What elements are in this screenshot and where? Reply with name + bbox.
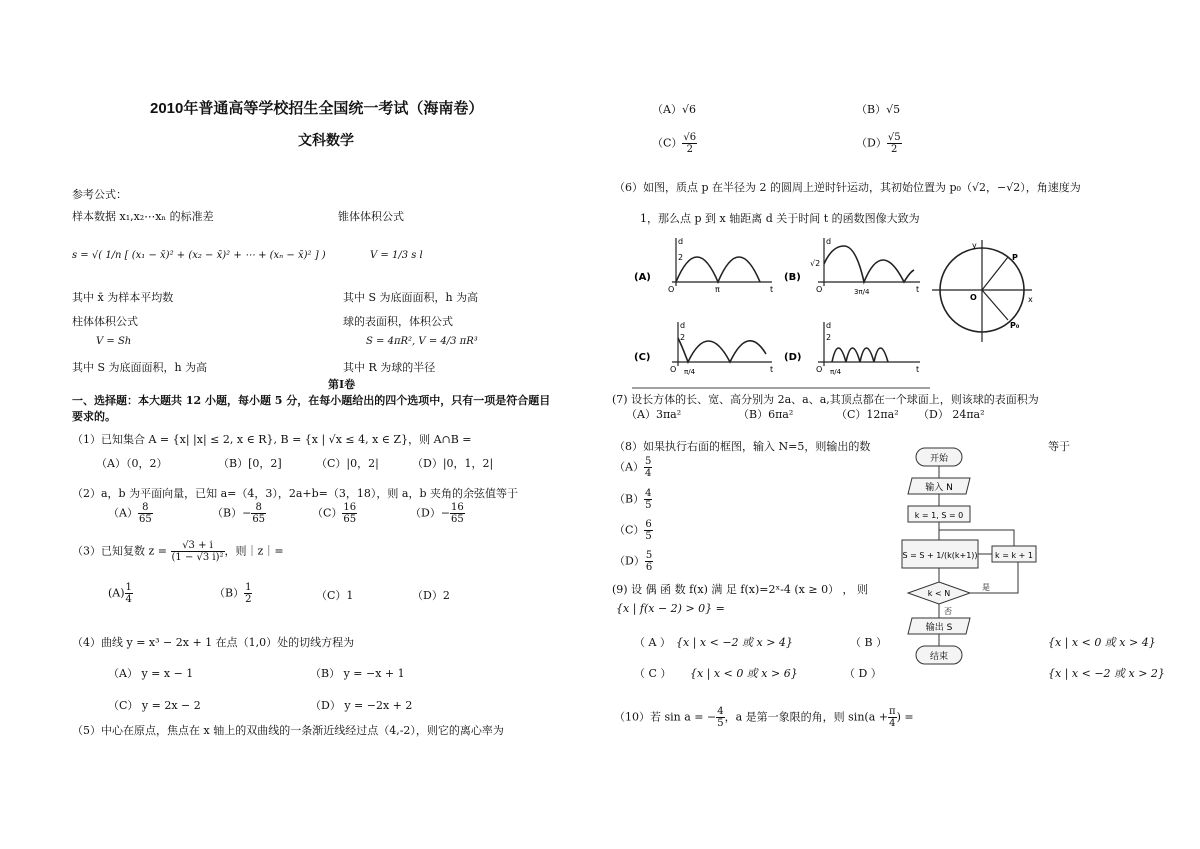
flow-inc: k = k + 1 [995, 551, 1033, 560]
svg-text:2: 2 [678, 253, 684, 262]
graph-circle [932, 240, 1033, 342]
q9-option-b-answer: {x | x < 0 或 x > 4} [1048, 636, 1156, 649]
q5-stem: （5）中心在原点，焦点在 x 轴上的双曲线的一条渐近线经过点（4,-2），则它的离心率为 [72, 724, 504, 737]
std-formula: s = √( 1/n [ (x₁ − x̄)² + (x₂ − x̄)² + ⋯ + (xₙ − x̄)² ] ) [72, 250, 326, 261]
cone-label: 锥体体积公式 [338, 210, 404, 223]
flow-assign: S = S + 1/(k(k+1)) [902, 551, 978, 560]
q4-option-b: （B） y = −x + 1 [310, 667, 405, 680]
svg-text:t: t [916, 285, 920, 294]
q6-graphs [632, 230, 1033, 390]
mean-note: 其中 x̄ 为样本平均数 [72, 291, 174, 304]
svg-text:O: O [670, 365, 677, 374]
q2-stem: （2）a，b 为平面向量，已知 a=（4，3），2a+b=（3，18），则 a，b 夹角的余弦值等于 [72, 487, 518, 500]
page-subtitle: 文科数学 [298, 132, 354, 148]
q5-option-a: （A）√6 [652, 103, 696, 116]
q2-option-b: （B）− $\frac{8}{65}$ [212, 502, 266, 525]
flow-yes: 是 [982, 583, 990, 592]
svg-text:(D): (D) [784, 352, 802, 363]
std-label: 样本数据 x₁,x₂⋯xₙ 的标准差 [72, 210, 214, 223]
part-title: 第Ⅰ卷 [328, 378, 356, 391]
q9-option-a: （ A ） [634, 636, 671, 649]
q10-stem: （10）若 sin a = − $\frac{4}{5}$ ，a 是第一象限的角，则 sin(a + $\frac{\pi}{4}$ ) = [614, 706, 914, 729]
sphere-formula: S = 4πR², V = 4/3 πR³ [366, 336, 478, 347]
q8-flowchart [898, 444, 1048, 674]
formula-heading: 参考公式： [72, 188, 127, 201]
q4-stem: （4）曲线 y = x³ − 2x + 1 在点（1,0）处的切线方程为 [72, 636, 355, 649]
svg-text:d: d [826, 237, 832, 246]
svg-text:t: t [770, 365, 774, 374]
q9-option-b: （ B ） [850, 636, 888, 649]
q3-option-d: （D）2 [412, 589, 450, 602]
svg-text:O: O [816, 365, 823, 374]
q7-option-b: （B）6πa² [738, 408, 794, 421]
q2-option-a: （A） $\frac{8}{65}$ [108, 502, 152, 525]
q7-option-d: （D） 24πa² [918, 408, 985, 421]
q5-option-b: （B）√5 [856, 103, 901, 116]
svg-text:π/4: π/4 [684, 368, 696, 376]
q9-stem: (9) 设 偶 函 数 f(x) 满 足 f(x)=2ˣ-4 (x ≥ 0） ， 则 [612, 583, 869, 596]
svg-text:x: x [1028, 295, 1033, 304]
svg-text:(B): (B) [784, 272, 801, 283]
graph-c [634, 321, 773, 376]
cone-note: 其中 S 为底面面积，h 为高 [343, 291, 479, 304]
svg-text:y: y [972, 241, 977, 250]
q3-stem: （3）已知复数 z = $\frac{√3 + i}{\text{(1 − √3 i)²}}$ ，则｜z｜= [72, 540, 284, 563]
graph-a [634, 237, 773, 294]
svg-text:d: d [678, 237, 684, 246]
svg-text:2: 2 [826, 333, 832, 342]
q7-stem: (7) 设长方体的长、宽、高分别为 2a、a、a,其顶点都在一个球面上，则该球的表面积为 [612, 393, 1039, 406]
q6-stem-cont: 1，那么点 p 到 x 轴距离 d 关于时间 t 的函数图像大致为 [640, 212, 920, 225]
q8-stem-end: 等于 [1048, 440, 1070, 453]
q7-option-c: （C）12πa² [836, 408, 899, 421]
q9-option-d: （ D ） [844, 667, 882, 680]
flow-input: 输入 N [925, 483, 953, 493]
svg-text:O: O [970, 293, 977, 302]
graph-d [784, 321, 920, 376]
svg-text:O: O [816, 285, 823, 294]
q7-option-a: （A）3πa² [626, 408, 682, 421]
flow-output: 输出 S [925, 623, 953, 633]
svg-text:π: π [715, 285, 720, 294]
svg-text:d: d [680, 321, 686, 330]
q1-option-c: （C）|0，2| [316, 457, 379, 470]
q8-option-b: （B） $\frac{4}{5}$ [614, 488, 652, 511]
q1-option-b: （B）[0，2] [218, 457, 282, 470]
sphere-note: 其中 R 为球的半径 [343, 361, 436, 374]
svg-text:P: P [1012, 253, 1018, 262]
flow-end: 结束 [929, 652, 949, 662]
cylinder-label: 柱体体积公式 [72, 315, 138, 328]
q4-option-c: （C） y = 2x − 2 [108, 699, 201, 712]
q4-option-d: （D） y = −2x + 2 [310, 699, 413, 712]
q9-option-d-answer: {x | x < −2 或 x > 2} [1048, 667, 1165, 680]
section-heading: 一、选择题：本大题共 12 小题，每小题 5 分，在每小题给出的四个选项中，只有一项是符合题目 [72, 394, 551, 407]
q9-option-a-answer: {x | x < −2 或 x > 4} [676, 636, 793, 649]
q6-stem: （6）如图，质点 p 在半径为 2 的圆周上逆时针运动，其初始位置为 p₀（√2，−√2），角速度为 [614, 181, 1081, 194]
cylinder-formula: V = Sh [96, 336, 132, 347]
q3-option-b: （B） $\frac{1}{2}$ [214, 582, 252, 605]
q5-option-c: （C） $\frac{√6}{2}$ [652, 132, 697, 155]
q9-option-c-answer: {x | x < 0 或 x > 6} [690, 667, 798, 680]
q9-option-c: （ C ） [634, 667, 672, 680]
cone-formula: V = 1/3 s l [370, 250, 423, 261]
flow-start: 开始 [929, 454, 949, 464]
section-heading-cont: 要求的。 [72, 410, 116, 423]
flow-cond: k < N [927, 589, 951, 598]
flow-init: k = 1, S = 0 [914, 511, 964, 520]
sphere-label: 球的表面积，体积公式 [343, 315, 453, 328]
svg-text:O: O [668, 285, 675, 294]
q5-option-d: （D） $\frac{√5}{2}$ [856, 132, 901, 155]
svg-text:(A): (A) [634, 272, 651, 283]
q1-stem: （1）已知集合 A = {x| |x| ≤ 2, x ∈ R}, B = {x | √x ≤ 4, x ∈ Z}，则 A∩B = [72, 433, 472, 446]
svg-text:t: t [770, 285, 774, 294]
svg-text:π/4: π/4 [830, 368, 842, 376]
q3-option-c: （C）1 [316, 589, 354, 602]
svg-text:d: d [826, 321, 832, 330]
svg-text:3π/4: 3π/4 [854, 288, 870, 296]
page-title: 2010年普通高等学校招生全国统一考试（海南卷） [150, 100, 484, 117]
svg-text:(C): (C) [634, 352, 651, 363]
graph-b [784, 237, 920, 296]
cylinder-note: 其中 S 为底面面积，h 为高 [72, 361, 208, 374]
q4-option-a: （A） y = x − 1 [108, 667, 194, 680]
q1-option-a: （A）（0，2） [96, 457, 168, 470]
flow-no: 否 [944, 607, 952, 616]
q8-option-c: （C） $\frac{6}{5}$ [614, 519, 652, 542]
svg-text:√2: √2 [810, 259, 821, 268]
q9-stem-cont: {x | f(x − 2) > 0} = [616, 602, 725, 615]
svg-text:2: 2 [680, 333, 686, 342]
q2-option-d: （D）− $\frac{16}{65}$ [410, 502, 464, 525]
svg-text:P₀: P₀ [1010, 321, 1020, 330]
q8-option-d: （D） $\frac{5}{6}$ [614, 550, 653, 573]
q8-stem: （8）如果执行右面的框图，输入 N=5，则输出的数 [614, 440, 871, 453]
q1-option-d: （D）|0，1，2| [412, 457, 494, 470]
q3-option-a: (A) $\frac{1}{4}$ [108, 582, 132, 605]
svg-text:t: t [916, 365, 920, 374]
q8-option-a: （A） $\frac{5}{4}$ [614, 456, 652, 479]
q2-option-c: （C） $\frac{16}{65}$ [312, 502, 357, 525]
